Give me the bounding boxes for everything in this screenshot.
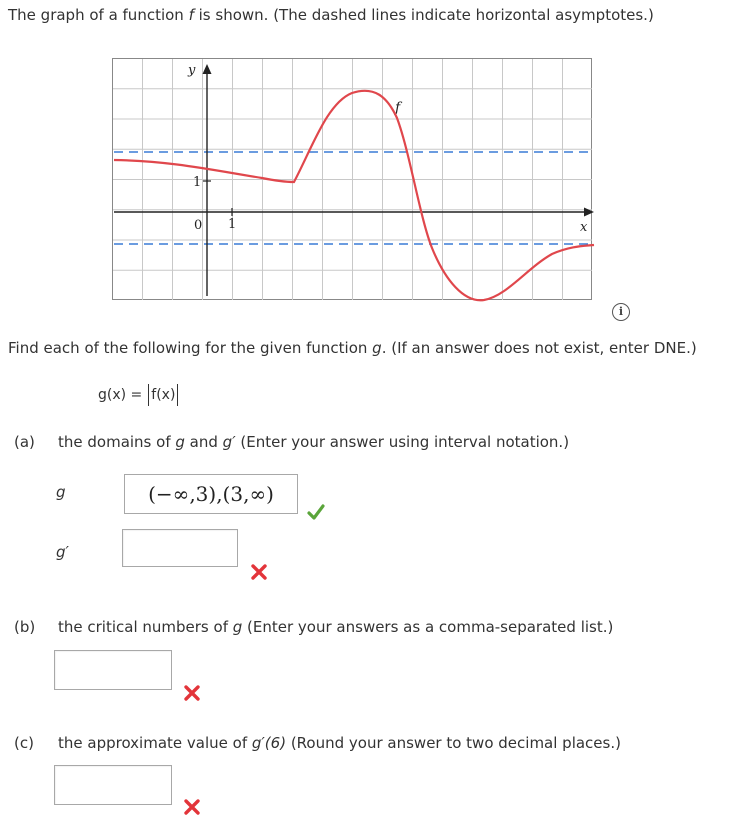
intro-prefix: The graph of a function [8, 6, 189, 24]
part-c-prefix: the approximate value of [58, 734, 252, 752]
info-icon[interactable]: i [612, 303, 630, 321]
part-b-prefix: the critical numbers of [58, 618, 233, 636]
part-a-suffix: (Enter your answer using interval notation.) [235, 433, 570, 451]
y-tick-one-label: 1 [193, 175, 202, 190]
cross-icon [183, 798, 201, 816]
origin-label: 0 [194, 218, 203, 233]
part-a-letter: (a) [14, 433, 35, 451]
part-a-prefix: the domains of [58, 433, 176, 451]
part-a-var2: g′ [222, 433, 236, 451]
instructions-text [8, 339, 697, 357]
intro-var: f [188, 6, 194, 24]
g-domain-answer[interactable]: (−∞,3),(3,∞) [124, 474, 298, 514]
gprime-row-label: g′ [56, 543, 69, 561]
intro-text [8, 6, 654, 24]
part-a-and: and [184, 433, 223, 451]
x-axis-label: x [580, 220, 588, 235]
part-c-letter: (c) [14, 734, 34, 752]
y-axis-label: y [188, 63, 196, 78]
intro-suffix: is shown. (The dashed lines indicate horizontal asymptotes.) [193, 6, 654, 24]
function-label: f [395, 100, 401, 116]
instructions-var: g [372, 339, 382, 357]
part-b-suffix: (Enter your answers as a comma-separated list.) [242, 618, 614, 636]
part-c-var: g′(6) [251, 734, 287, 752]
instructions-prefix: Find each of the following for the given function [8, 339, 373, 357]
part-b-heading [14, 618, 613, 636]
part-c-suffix: (Round your answer to two decimal places.) [286, 734, 621, 752]
part-a-heading [14, 433, 569, 451]
x-tick-one-label: 1 [228, 217, 237, 232]
gprime-domain-input[interactable] [122, 529, 238, 567]
absolute-value-expression [148, 384, 178, 406]
part-c-heading [14, 734, 621, 752]
g-row-label: g [56, 483, 66, 501]
gprime6-input[interactable] [54, 765, 172, 805]
cross-icon [250, 563, 268, 581]
critical-numbers-input[interactable] [54, 650, 172, 690]
instructions-suffix: . (If an answer does not exist, enter DNE.) [381, 339, 697, 357]
function-graph [112, 58, 596, 304]
g-definition-lhs: g(x) = [98, 387, 143, 403]
part-b-var: g [232, 618, 243, 636]
part-b-letter: (b) [14, 618, 36, 636]
g-definition [98, 384, 178, 406]
part-a-var1: g [175, 433, 185, 451]
absolute-value-inner: f(x) [151, 387, 176, 403]
cross-icon [183, 684, 201, 702]
checkmark-icon [307, 503, 325, 521]
